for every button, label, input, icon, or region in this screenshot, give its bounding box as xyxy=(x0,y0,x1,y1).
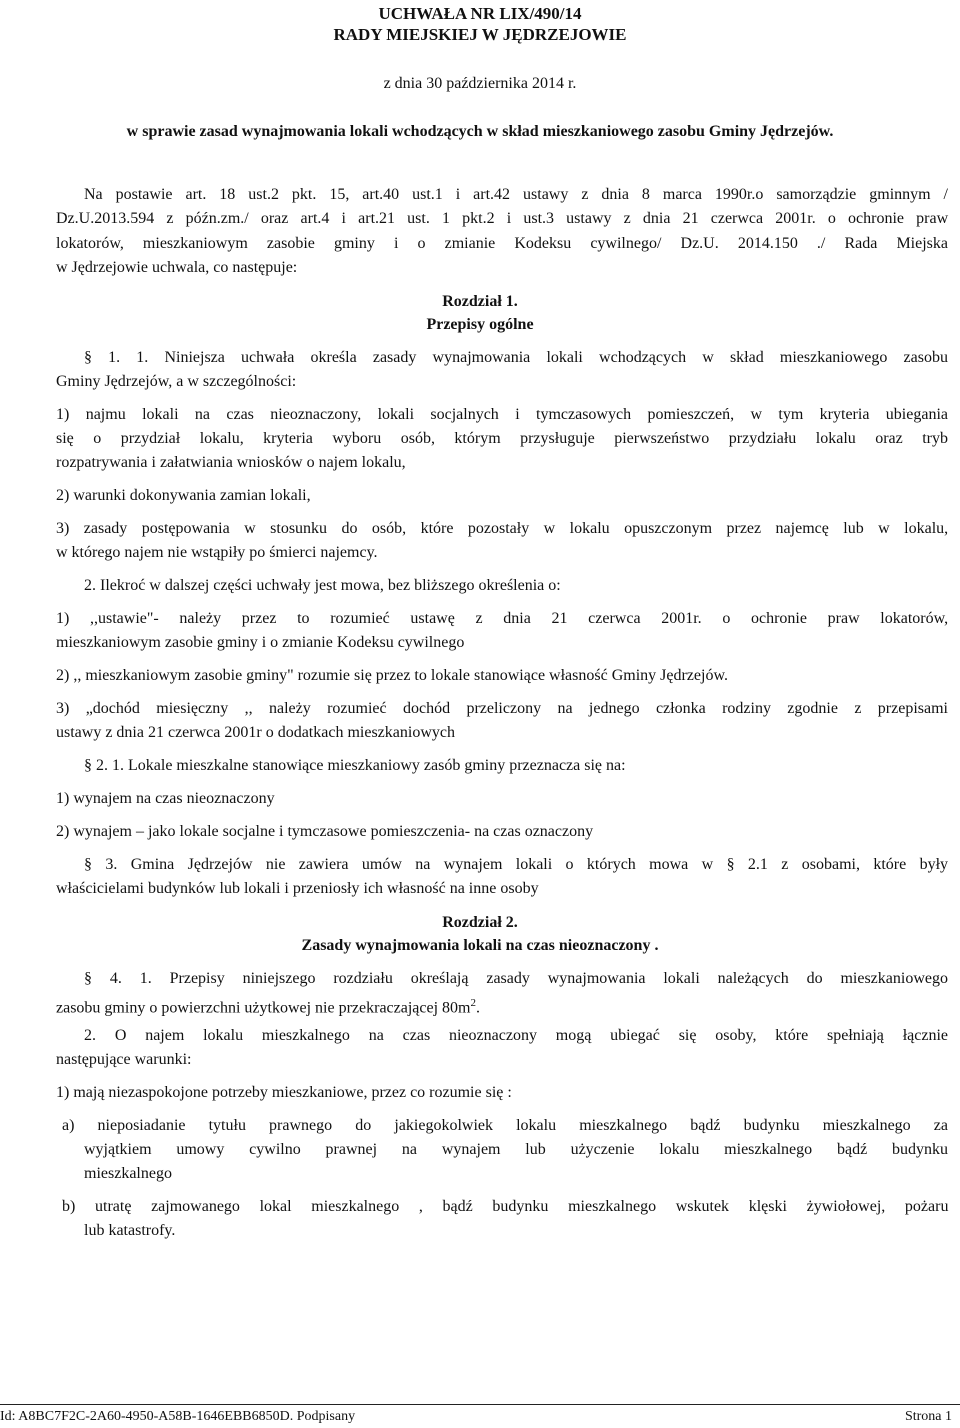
chapter-1-number: Rozdział 1. xyxy=(442,293,518,310)
chapter-2-number: Rozdział 2. xyxy=(442,914,518,931)
section-1-line-2: Gminy Jędrzejów, a w szczególności: xyxy=(56,373,297,390)
section-4-line-2-text: zasobu gminy o powierzchni użytkowej nie przekraczającej 80m xyxy=(56,999,471,1017)
preamble-line-4: w Jędrzejowie uchwala, co następuje: xyxy=(56,259,298,276)
section-1-item-1-line-3: rozpatrywania i załatwiania wniosków o najem lokalu, xyxy=(56,454,406,471)
section-3-line-1: § 3. Gmina Jędrzejów nie zawiera umów na wynajem lokali o których mowa w § 2.1 z osobami, które były xyxy=(84,856,949,873)
section-2-item-1: 1) wynajem na czas nieoznaczony xyxy=(56,790,275,807)
footer-document-id: Id: A8BC7F2C-2A60-4950-A58B-1646EBB6850D. Podpisany xyxy=(0,1409,356,1424)
section-4-line-2-end: . xyxy=(476,999,480,1017)
section-1-line-1: § 1. 1. Niniejsza uchwała określa zasady wynajmowania lokali wchodzących w skład mieszkaniowego zasobu xyxy=(84,349,948,366)
resolution-date: z dnia 30 października 2014 r. xyxy=(383,75,577,92)
section-4-item-1: 1) mają niezaspokojone potrzeby mieszkaniowe, przez co rozumie się : xyxy=(56,1084,512,1101)
section-2-line: § 2. 1. Lokale mieszkalne stanowiące mieszkaniowy zasób gminy przeznacza się na: xyxy=(84,757,626,774)
section-1-item-3-line-2: w którego najem nie wstąpiły po śmierci najemcy. xyxy=(56,544,378,561)
footer-page-number: Strona 1 xyxy=(904,1409,952,1424)
chapter-2-title: Zasady wynajmowania lokali na czas nieoznaczony . xyxy=(301,937,659,954)
superscript-2: 2 xyxy=(470,997,476,1009)
preamble-line-2: Dz.U.2013.594 z późn.zm./ oraz art.4 i art.21 ust. 1 pkt.2 i ust.3 ustawy z dnia 21 czerwca 2001r. o ochronie praw xyxy=(56,210,949,227)
sub-a-line-2: wyjątkiem umowy cywilno prawnej na wynajem lub użyczenie lokalu mieszkalnego bądź budynku xyxy=(84,1141,948,1158)
section-4-p2-line-2: następujące warunki: xyxy=(56,1051,192,1068)
section-4-line-2 xyxy=(56,991,480,1020)
preamble-line-3: lokatorów, mieszkaniowym zasobie gminy i o zmianie Kodeksu cywilnego/ Dz.U. 2014.150 ./ Rada Miejska xyxy=(56,235,948,252)
definition-1-line-1: 1) ,,ustawie"- należy przez to rozumieć ustawę z dnia 21 czerwca 2001r. o ochronie praw lokatorów, xyxy=(56,610,949,627)
section-1-item-1-line-2: się o przydział lokalu, kryteria wyboru osób, którym przysługuje pierwszeństwo przydziału lokalu oraz tryb xyxy=(56,430,948,447)
footer-divider xyxy=(0,1404,960,1405)
council-name: RADY MIEJSKIEJ W JĘDRZEJOWIE xyxy=(333,25,627,44)
section-1-item-3-line-1: 3) zasady postępowania w stosunku do osób, które pozostały w lokalu opuszczonym przez najemcę lub w lokalu, xyxy=(56,520,949,537)
section-2-item-2: 2) wynajem – jako lokale socjalne i tymczasowe pomieszczenia- na czas oznaczony xyxy=(56,823,594,840)
section-4-line-1: § 4. 1. Przepisy niniejszego rozdziału określają zasady wynajmowania lokali należących do mieszkaniowego xyxy=(84,970,948,987)
section-1-item-2: 2) warunki dokonywania zamian lokali, xyxy=(56,487,311,504)
chapter-1-title: Przepisy ogólne xyxy=(426,316,534,333)
sub-b-line-2: lub katastrofy. xyxy=(84,1222,176,1239)
preamble-line-1: Na postawie art. 18 ust.2 pkt. 15, art.40 ust.1 i art.42 ustawy z dnia 8 marca 1990r.o samorządzie gminnym / xyxy=(84,186,948,203)
sub-a-line-1: a) nieposiadanie tytułu prawnego do jakiegokolwiek lokalu mieszkalnego bądź budynku mieszkalnego za xyxy=(62,1117,948,1134)
definition-1-line-2: mieszkaniowym zasobie gminy i o zmianie Kodeksu cywilnego xyxy=(56,634,465,651)
definition-3-line-2: ustawy z dnia 21 czerwca 2001r o dodatkach mieszkaniowych xyxy=(56,724,455,741)
definition-2: 2) ,, mieszkaniowym zasobie gminy" rozumie się przez to lokale stanowiące własność Gminy Jędrzejów. xyxy=(56,667,728,684)
section-1-paragraph-2: 2. Ilekroć w dalszej części uchwały jest mowa, bez bliższego określenia o: xyxy=(84,577,561,594)
sub-a-line-3: mieszkalnego xyxy=(84,1165,172,1182)
resolution-subject: w sprawie zasad wynajmowania lokali wchodzących w skład mieszkaniowego zasobu Gminy Jędrzejów. xyxy=(126,123,834,140)
section-3-line-2: właścicielami budynków lub lokali i przeniosły ich własność na inne osoby xyxy=(56,880,539,897)
definition-3-line-1: 3) „dochód miesięczny ,, należy rozumieć dochód przeliczony na jednego członka rodziny zgodnie z przepisami xyxy=(56,700,948,717)
sub-b-line-1: b) utratę zajmowanego lokal mieszkalnego , bądź budynku mieszkalnego wskutek klęski żywiołowej, pożaru xyxy=(62,1198,949,1215)
section-4-p2-line-1: 2. O najem lokalu mieszkalnego na czas nieoznaczony mogą ubiegać się osoby, które spełniają łącznie xyxy=(84,1027,948,1044)
section-1-item-1-line-1: 1) najmu lokali na czas nieoznaczony, lokali socjalnych i tymczasowych pomieszczeń, w tym kryteria ubiegania xyxy=(56,406,948,423)
resolution-title: UCHWAŁA NR LIX/490/14 xyxy=(378,4,582,23)
